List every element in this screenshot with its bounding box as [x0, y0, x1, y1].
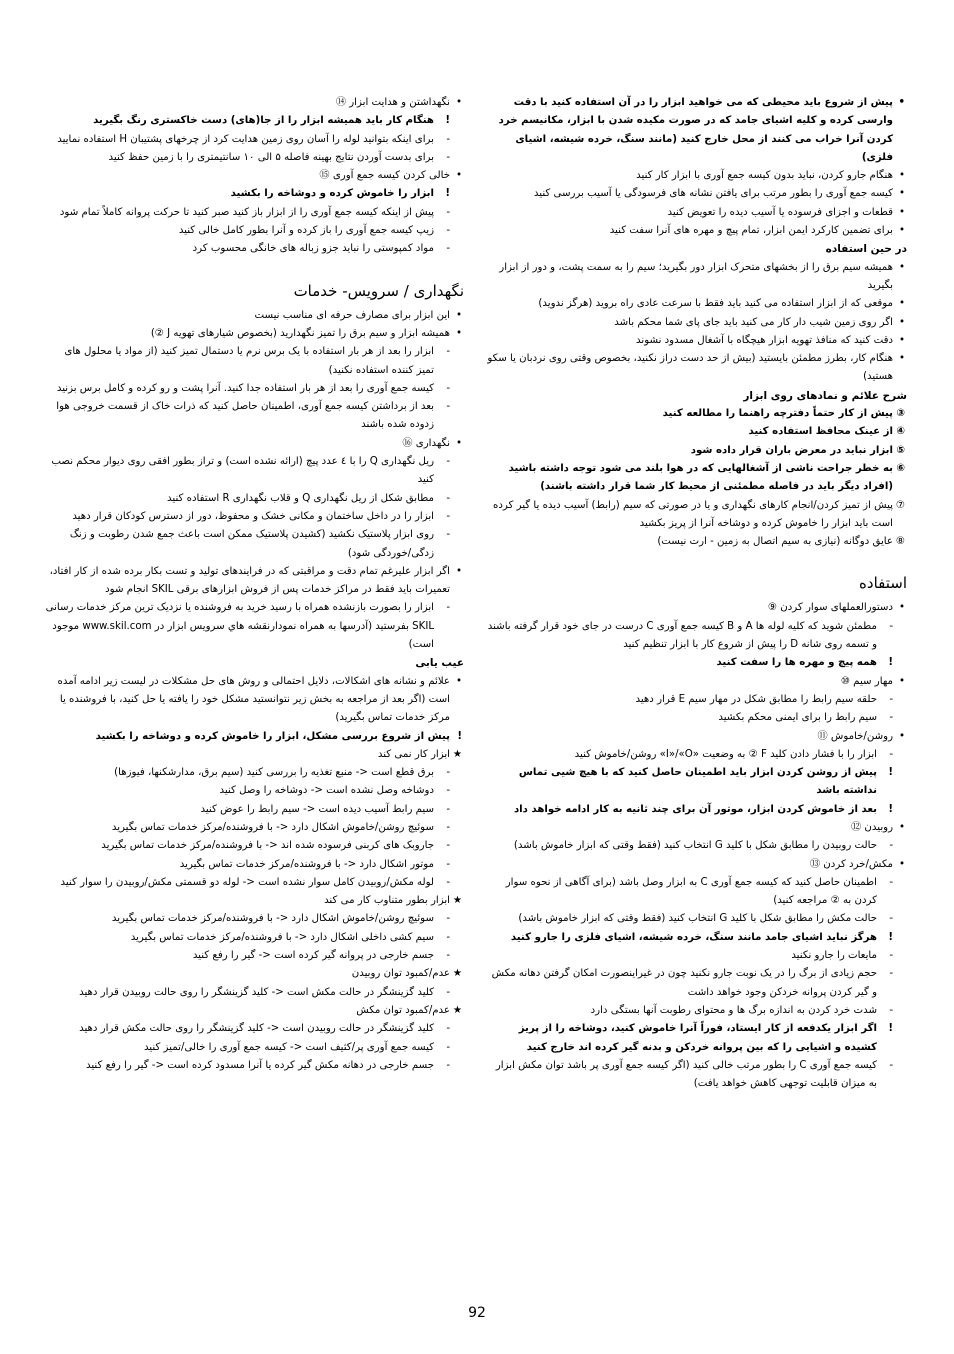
bullet-marker: -: [889, 840, 893, 852]
bullet-marker: -: [446, 1059, 450, 1071]
item-text: حلقه سیم رابط را مطابق شکل در مهار سیم E قرار دهید: [635, 693, 877, 705]
list-item: [44, 965, 464, 983]
list-item: [44, 746, 464, 764]
list-item: [44, 673, 464, 728]
item-text: موتور اشکال دارد <- با فروشنده/مرکز خدمات تماس بگیرید: [179, 858, 434, 870]
warning-item: [44, 728, 464, 746]
warning-item: [44, 112, 464, 130]
item-text: زیپ کیسه جمع آوری را باز کرده و آنرا بطور کامل خالی کنید: [178, 225, 434, 237]
item-text: برق قطع است <- منبع تغذیه را بررسی کنید (سیم برق، مدارشکنها، فیوزها): [114, 767, 434, 779]
item-text: کیسه جمع آوری C را بطور مرتب خالی کنید (اگر کیسه جمع آوری پر باشد توان مکش ابزار به میزان قابلیت توجهی کاهش خواهد یافت): [495, 1059, 877, 1090]
item-text: ابزار را خاموش کرده و دوشاخه را بکشید: [230, 188, 434, 200]
list-item: [487, 837, 907, 855]
item-text: ابزار کار نمی کند: [377, 748, 450, 760]
bullet-marker: ④: [896, 426, 905, 438]
item-text: ریل نگهداری Q را با ٤ عدد پیچ (ارائه نشده است) و تراز بطور افقی روی دیوار محکم نصب کنید: [51, 456, 434, 486]
item-text: پیش از تمیز کردن/انجام کارهای نگهداری و یا در صورتی که سیم (رابط) آسیب دیده یا گیر کرده است باید ابزار را خاموش کرده و دوشاخه آنرا از پریز بکشید: [493, 499, 893, 529]
item-text: نگهداری ⑯: [402, 437, 450, 449]
item-text: همیشه ابزار و سیم برق را تمیز نگهدارید (بخصوص شیارهای تهویه J ②): [150, 327, 450, 339]
bullet-marker: ⑧: [895, 536, 905, 548]
bullet-marker: •: [455, 675, 462, 687]
bullet-marker: •: [898, 206, 905, 218]
list-item: [44, 343, 464, 380]
list-item: [44, 1057, 464, 1075]
item-text: بعد از خاموش کردن ابزار، موتور آن برای چند ثانیه به کار ادامه خواهد داد: [513, 803, 877, 815]
warning-icon: !: [888, 803, 893, 815]
list-item: [487, 350, 907, 387]
bullet-marker: -: [889, 950, 893, 962]
item-text: اگر ابزار یکدفعه از کار ایستاد، فوراً آنرا خاموش کنید، دوشاخه را از پریز کشیده و اشیایی را که بین پروانه خردکن و بدنه گیر کرده اند خارج کنید: [518, 1023, 877, 1053]
item-text: کلید گزینشگر در حالت مکش است <- کلید گزینشگر را روی حالت روبیدن قرار دهید: [79, 986, 434, 998]
item-text: دستورالعملهای سوار کردن ⑨: [767, 602, 893, 614]
item-text: ابزار نباید در معرض باران قرار داده شود: [690, 444, 893, 456]
bullet-marker: -: [889, 968, 893, 980]
list-item: [487, 709, 907, 727]
warning-icon: !: [888, 657, 893, 669]
warning-icon: !: [457, 730, 462, 742]
item-text: اطمینان حاصل کنید که کیسه جمع آوری C به ابزار وصل باشد (برای آگاهی از نحوه سوار کردن به ② مراجعه کنید): [505, 876, 877, 907]
list-item: [487, 947, 907, 965]
bullet-marker: •: [898, 170, 905, 182]
bullet-marker: ⑤: [896, 444, 905, 456]
warning-item: [487, 929, 907, 947]
bullet-marker: -: [446, 876, 450, 888]
list-item: [487, 405, 907, 423]
bullet-marker: -: [446, 346, 450, 358]
bullet-marker: •: [455, 309, 462, 321]
warning-item: [487, 764, 907, 801]
list-item: [44, 764, 464, 782]
list-item: [487, 533, 907, 551]
list-item: [44, 782, 464, 800]
list-item: [44, 222, 464, 240]
item-text: دقت کنید که منافذ تهویه ابزار هیچگاه با آشغال مسدود نشوند: [636, 334, 893, 346]
list-item: [487, 746, 907, 764]
item-text: همیشه سیم برق را از بخشهای متحرک ابزار دور بگیرید؛ سیم را به سمت پشت، و دور از ابزار بگیرید: [499, 261, 893, 291]
item-text: ابزار بطور متناوب کار می کند: [324, 895, 450, 907]
bullet-marker: -: [446, 803, 450, 815]
star-icon: ★: [452, 895, 462, 907]
list-item: [487, 314, 907, 332]
list-item: [487, 819, 907, 837]
bullet-marker: -: [446, 1041, 450, 1053]
subsection-heading: شرح علائم و نمادهای روی ابزار: [743, 389, 907, 402]
warning-item: [487, 654, 907, 672]
bullet-marker: -: [889, 1004, 893, 1016]
item-text: جاروبک های کربنی فرسوده شده اند <- با فروشنده/مرکز خدمات تماس بگیرید: [101, 840, 434, 852]
bullet-marker: •: [455, 327, 462, 339]
bullet-marker: -: [889, 748, 893, 760]
item-text: ابزار را بعد از هر بار استفاده با یک برس نرم یا دستمال تمیز کنید (از مواد یا محلول های تمیز کننده استفاده نکنید): [64, 346, 434, 376]
item-text: اگر روی زمین شیب دار کار می کنید باید جای پای شما محکم باشد: [614, 316, 893, 328]
item-text: مهار سیم ⑩: [840, 675, 893, 687]
item-text: عایق دوگانه (نیازی به سیم اتصال به زمین - ارت نیست): [657, 536, 893, 548]
list-item: [487, 673, 907, 691]
warning-icon: !: [888, 767, 893, 779]
bullet-marker: -: [889, 620, 893, 632]
list-item: [44, 947, 464, 965]
bullet-marker: •: [898, 97, 905, 108]
item-text: حالت روبیدن را مطابق شکل با کلید G انتخاب کنید (فقط وقتی که ابزار خاموش باشد): [513, 840, 877, 852]
list-item: [487, 728, 907, 746]
list-item: [487, 423, 907, 441]
list-item: [44, 94, 464, 112]
item-text: ابزار را در داخل ساختمان و مکانی خشک و محفوظ، دور از دسترس کودکان قرار دهید: [72, 510, 434, 522]
list-item: [44, 131, 464, 149]
item-text: سیم کشی داخلی اشکال دارد <- با فروشنده/مرکز خدمات تماس بگیرید: [130, 931, 434, 943]
item-text: پیش از اینکه کیسه جمع آوری را از ابزار باز کنید صبر کنید تا حرکت پروانه کاملاً تمام شود: [59, 206, 434, 218]
item-text: نگهداشتن و هدایت ابزار ⑭: [335, 97, 450, 108]
item-text: لوله مکش/روبیدن کامل سوار نشده است <- لوله دو قسمتی مکش/روبیدن را سوار کنید: [60, 876, 434, 888]
item-text: قطعات و اجزای فرسوده یا آسیب دیده را تعویض کنید: [667, 206, 893, 218]
bullet-marker: •: [898, 225, 905, 237]
bullet-marker: -: [446, 456, 450, 468]
bullet-marker: -: [446, 206, 450, 218]
list-item: [44, 490, 464, 508]
list-item: [44, 149, 464, 167]
item-text: موقعی که از ابزار استفاده می کنید باید فقط با سرعت عادی راه بروید (هرگز ندوید): [538, 298, 893, 310]
bullet-marker: ③: [896, 408, 905, 420]
item-text: پیش از شروع باید محیطی که می خواهید ابزار را در آن استفاده کنید با دقت وارسی کرده و کلیه اشیای جامد که در صورت مکیده شدن با ابزار، مکانیسم خرد کردن آنرا خراب می کنند از محل خارج کنید (مانند سنگ، خرده شیشه، اشیای فلزی): [498, 97, 893, 163]
bullet-marker: •: [455, 565, 462, 577]
item-text: ابزار را بصورت بازنشده همراه با رسید خرید به فروشنده یا نزدیک ترین مرکز خدمات رسانی SKIL بفرستید (آدرسها به همراه نمودارنقشه هاي سرویس ابزار در www.skil.com موجود است): [45, 602, 434, 651]
warning-item: [487, 801, 907, 819]
warning-icon: !: [888, 931, 893, 943]
bullet-marker: -: [889, 913, 893, 925]
bullet-marker: •: [898, 602, 905, 614]
item-text: کلید گزینشگر در حالت روبیدن است <- کلید گزینشگر را روی حالت مکش قرار دهید: [79, 1023, 434, 1035]
bullet-marker: •: [898, 858, 905, 870]
item-text: برای بدست آوردن نتایج بهینه فاصله ۵ الی ۱۰ سانتیمتری را با زمین حفظ کنید: [108, 151, 434, 163]
list-item: [44, 167, 464, 185]
list-item: [487, 94, 907, 167]
item-text: ابزار را با فشار دادن کلید F ② به وضعیت «I»/«O» روشن/خاموش کنید: [574, 748, 877, 760]
bullet-marker: -: [446, 931, 450, 943]
item-text: پیش از کار حتماً دفترچه راهنما را مطالعه کنید: [662, 408, 893, 420]
item-text: به خطر جراحت ناشی از آشغالهایی که در هوا بلند می شود توجه داشته باشید (افراد دیگر باید در فاصله مطمئنی از محیط کار شما قرار داشته باشند): [508, 462, 893, 493]
item-text: حجم زیادی از برگ را در یک نوبت جارو نکنید چون در غیراینصورت امکان گرفتن دهانه مکش و گیر کردن پروانه خردکن وجود خواهد داشت: [491, 968, 877, 998]
item-text: هنگام کار باید همیشه ابزار را از جا(های) دست خاکستری رنگ بگیرید: [93, 115, 434, 127]
warning-item: [487, 1020, 907, 1057]
bullet-marker: -: [446, 950, 450, 962]
bullet-marker: ⑥: [896, 462, 905, 474]
list-item: [44, 453, 464, 490]
list-item: [487, 691, 907, 709]
list-item: [487, 332, 907, 350]
bullet-marker: -: [446, 602, 450, 614]
item-text: روشن/خاموش ⑪: [817, 730, 893, 742]
list-item: [487, 618, 907, 655]
item-text: عدم/کمبود توان مکش: [356, 1004, 450, 1016]
list-item: [487, 910, 907, 928]
bullet-marker: -: [446, 1023, 450, 1035]
bullet-marker: •: [898, 316, 905, 328]
list-item: [44, 910, 464, 928]
bullet-marker: -: [446, 510, 450, 522]
item-text: مکش/خرد کردن ⑬: [809, 858, 893, 870]
item-text: هنگام کار، بطرز مطمئن بایستید (بیش از حد دست دراز نکنید، بخصوص وقتی روی نردبان یا سکو هستید): [487, 353, 893, 383]
item-text: از عینک محافظ استفاده کنید: [748, 426, 893, 438]
star-icon: ★: [452, 748, 462, 760]
item-text: کیسه جمع آوری را بعد از هر بار استفاده جدا کنید. آنرا پشت و رو کرده و کامل برس بزنید: [56, 382, 434, 394]
bullet-marker: -: [446, 243, 450, 255]
bullet-marker: -: [446, 492, 450, 504]
list-item: [487, 167, 907, 185]
bullet-marker: -: [446, 529, 450, 541]
warning-icon: !: [445, 188, 450, 200]
bullet-marker: -: [446, 858, 450, 870]
item-text: برای اینکه بتوانید لوله را آسان روی زمین هدایت کرد از چرخهای پشتیبان H استفاده نمایید: [57, 133, 434, 145]
warning-icon: !: [445, 115, 450, 127]
item-text: کیسه جمع آوری را بطور مرتب برای یافتن نشانه های فرسودگی یا آسیب بررسی کنید: [533, 188, 893, 200]
list-item: [487, 204, 907, 222]
item-text: روی ابزار پلاستیک نکشید (کشیدن پلاستیک ممکن است باعث جمع شدن رطوبت و زنگ زدگی/خوردگی شود): [69, 529, 434, 559]
bullet-marker: •: [898, 188, 905, 200]
list-item: [44, 435, 464, 453]
star-icon: ★: [452, 1004, 462, 1016]
list-item: [44, 307, 464, 325]
item-text: مطمئن شوید که کلیه لوله ها A و B کیسه جمع آوری C درست در جای خود قرار گرفته باشند و تسمه روی شانه D را پیش از شروع کار با ابزار تنظیم کنید: [487, 620, 877, 651]
item-text: هرگز نباید اشیای جامد مانند سنگ، خرده شیشه، اشیای فلزی را جارو کنید: [510, 931, 877, 943]
item-text: روبیدن ⑫: [850, 821, 893, 833]
list-item: [487, 259, 907, 296]
bullet-marker: -: [446, 401, 450, 413]
list-item: [44, 1002, 464, 1020]
item-text: سوئیچ روشن/خاموش اشکال دارد <- با فروشنده/مرکز خدمات تماس بگیرید: [111, 913, 434, 925]
bullet-marker: -: [446, 133, 450, 145]
item-text: اگر ابزار علیرغم تمام دقت و مراقبتی که در فرایندهای تولید و تست بکار برده شده از کار افتاد، تعمیرات باید فقط در مراکز خدمات پس از فروش ابزارهای برقی SKIL انجام شود: [49, 565, 450, 596]
bullet-marker: •: [898, 353, 905, 365]
list-item: [44, 837, 464, 855]
list-item: [44, 508, 464, 526]
item-text: حالت مکش را مطابق شکل با کلید G انتخاب کنید (فقط وقتی که ابزار خاموش باشد): [518, 913, 877, 925]
item-text: مواد کمپوستی را نباید جزو زباله های خانگی محسوب کرد: [192, 243, 434, 255]
bullet-marker: -: [889, 693, 893, 705]
warning-icon: !: [888, 1023, 893, 1035]
warning-item: [44, 185, 464, 203]
item-text: سیم رابط را برای ایمنی محکم بکشید: [718, 712, 877, 724]
list-item: [487, 599, 907, 617]
item-text: سیم رابط آسیب دیده است <- سیم رابط را عوض کنید: [200, 803, 434, 815]
bullet-marker: -: [446, 151, 450, 163]
list-item: [44, 563, 464, 600]
list-item: [44, 984, 464, 1002]
star-icon: ★: [452, 968, 462, 980]
bullet-marker: -: [446, 225, 450, 237]
item-text: همه پیچ و مهره ها را سفت کنید: [716, 657, 877, 669]
section-title: نگهداری / سرویس- خدمات: [293, 281, 464, 300]
item-text: عدم/کمبود توان روبیدن: [351, 968, 450, 980]
list-item: [44, 892, 464, 910]
page-number: 92: [468, 1305, 486, 1321]
bullet-marker: •: [898, 261, 905, 273]
list-item: [44, 204, 464, 222]
bullet-marker: -: [889, 712, 893, 724]
item-text: هنگام جارو کردن، نباید بدون کیسه جمع آوری با ابزار کار کنید: [636, 170, 893, 182]
list-item: [44, 1020, 464, 1038]
item-text: شدت خرد کردن به اندازه برگ ها و محتوای رطوبت آنها بستگی دارد: [590, 1004, 877, 1016]
item-text: سوئیچ روشن/خاموش اشکال دارد <- با فروشنده/مرکز خدمات تماس بگیرید: [111, 821, 434, 833]
list-item: [44, 240, 464, 258]
list-item: [487, 185, 907, 203]
list-item: [487, 965, 907, 1002]
list-item: [487, 874, 907, 911]
item-text: کیسه جمع آوری پر/کثیف است <- کیسه جمع آوری را خالی/تمیز کنید: [143, 1041, 434, 1053]
bullet-marker: -: [889, 1059, 893, 1071]
item-text: جسم خارجی در پروانه گیر کرده است <- گیر را رفع کنید: [192, 950, 434, 962]
item-text: پیش از روشن کردن ابزار باید اطمینان حاصل کنید که با هیچ شیی تماس نداشته باشد: [518, 767, 877, 797]
list-item: [487, 497, 907, 534]
item-text: بعد از برداشتن کیسه جمع آوری، اطمینان حاصل کنید که ذرات خاک از قسمت خروجی هوا زدوده شده باشند: [56, 401, 434, 431]
item-text: خالی کردن کیسه جمع آوری ⑮: [319, 170, 450, 182]
item-text: مایعات را جارو نکنید: [791, 950, 877, 962]
subsection-heading: در حین استفاده: [825, 243, 907, 256]
list-item: [44, 526, 464, 563]
list-item: [487, 460, 907, 497]
item-text: این ابزار برای مصارف حرفه ای مناسب نیست: [254, 309, 450, 321]
item-text: برای تضمین کارکرد ایمن ابزار، تمام پیچ و مهره های آنرا سفت کنید: [609, 225, 893, 237]
bullet-marker: •: [898, 334, 905, 346]
subsection-heading: عیب یابی: [415, 657, 464, 670]
list-item: [44, 929, 464, 947]
list-item: [44, 398, 464, 435]
list-item: [44, 819, 464, 837]
item-text: جسم خارجی در دهانه مکش گیر کرده یا آنرا مسدود کرده است <- گیر را رفع کنید: [85, 1059, 434, 1071]
bullet-marker: •: [455, 170, 462, 182]
list-item: [44, 325, 464, 343]
list-item: [487, 442, 907, 460]
list-item: [44, 1039, 464, 1057]
bullet-marker: •: [898, 821, 905, 833]
list-item: [487, 1002, 907, 1020]
bullet-marker: •: [455, 97, 462, 108]
bullet-marker: -: [889, 876, 893, 888]
item-text: پیش از شروع بررسی مشکل، ابزار را خاموش کرده و دوشاخه را بکشید: [95, 730, 450, 742]
bullet-marker: •: [898, 675, 905, 687]
list-item: [44, 599, 464, 654]
bullet-marker: -: [446, 913, 450, 925]
list-item: [487, 1057, 907, 1094]
item-text: دوشاخه وصل نشده است <- دوشاخه را وصل کنید: [219, 785, 434, 797]
bullet-marker: -: [446, 785, 450, 797]
list-item: [44, 801, 464, 819]
item-text: مطابق شکل از ریل نگهداری Q و قلاب نگهداری R استفاده کنید: [167, 492, 434, 504]
list-item: [44, 856, 464, 874]
left-column: [44, 94, 464, 1075]
list-item: [44, 874, 464, 892]
list-item: [487, 295, 907, 313]
bullet-marker: •: [898, 730, 905, 742]
item-text: علائم و نشانه های اشکالات، دلایل احتمالی و روش های حل مشکلات در لیست زیر ادامه آمده است (اگر بعد از مراجعه به بخش زیر نتوانستید مشکل خود را یافته یا حل کنید، با فروشنده یا مرکز خدمات تماس بگیرید): [57, 675, 450, 724]
bullet-marker: -: [446, 767, 450, 779]
bullet-marker: -: [446, 840, 450, 852]
bullet-marker: -: [446, 986, 450, 998]
bullet-marker: •: [898, 298, 905, 310]
list-item: [487, 856, 907, 874]
bullet-marker: -: [446, 382, 450, 394]
bullet-marker: -: [446, 821, 450, 833]
list-item: [44, 380, 464, 398]
list-item: [487, 222, 907, 240]
bullet-marker: ⑦: [895, 499, 905, 511]
bullet-marker: •: [455, 437, 462, 449]
right-column: [487, 94, 907, 1093]
section-title: استفاده: [859, 574, 907, 593]
